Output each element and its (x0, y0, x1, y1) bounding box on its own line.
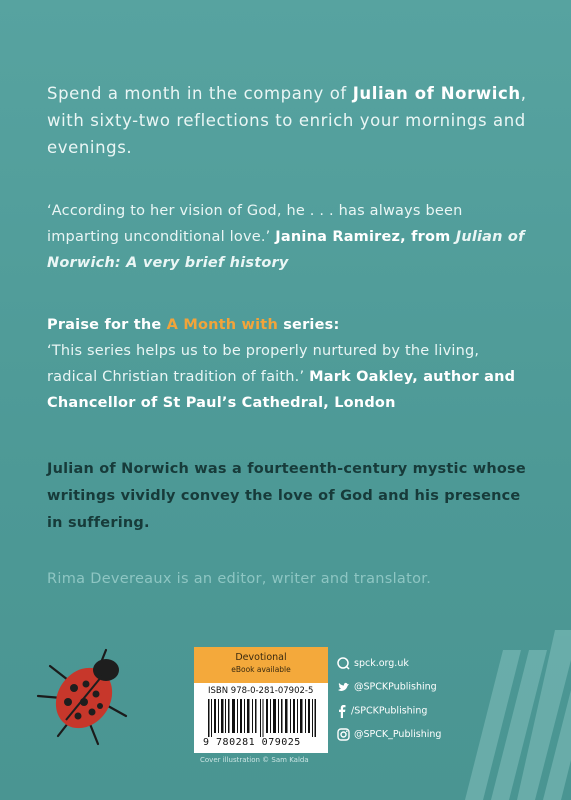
publisher-logo (465, 620, 571, 800)
quote-attribution: Janina Ramirez, from (275, 229, 456, 245)
cover-credit: Cover illustration © Sam Kalda (200, 756, 309, 764)
social-twitter[interactable] (337, 681, 437, 693)
social-instagram-text: @SPCK_Publishing (354, 729, 442, 740)
isbn-text: ISBN 978-0-281-07902-5 (208, 686, 314, 696)
category-band (194, 647, 328, 683)
lead-subject-name: Julian of Norwich (352, 84, 521, 103)
ladybird-illustration (28, 640, 138, 750)
lead-paragraph (47, 80, 527, 161)
ebook-text: eBook available (231, 665, 291, 674)
praise-heading (47, 312, 527, 338)
lead-text-end: , with sixty-two reflections to enrich your mornings and evenings. (47, 84, 527, 157)
series-name: A Month with (166, 317, 278, 333)
barcode-number: 9 780281 079025 (203, 737, 301, 748)
social-facebook-text: /SPCKPublishing (351, 705, 428, 717)
series-praise (47, 312, 527, 416)
barcode (208, 699, 316, 737)
review-quote (47, 198, 527, 276)
social-web[interactable] (337, 657, 409, 670)
quote-text: ‘According to her vision of God, he . . . has always been imparting unconditional love.’ (47, 203, 463, 245)
category-text: Devotional (235, 652, 287, 663)
twitter-icon (337, 681, 350, 693)
social-twitter-text: @SPCKPublishing (354, 681, 437, 693)
facebook-icon (337, 704, 347, 718)
social-facebook[interactable] (337, 704, 427, 718)
praise-heading-post: series: (277, 317, 340, 333)
praise-attribution: Mark Oakley, author and Chancellor of St Paul’s Cathedral, London (47, 369, 516, 411)
quote-book-title: Julian of Norwich: A very brief history (47, 229, 525, 271)
social-instagram[interactable] (337, 728, 441, 741)
praise-quote: ‘This series helps us to be properly nurtured by the living, radical Christian tradition of faith.’ (47, 343, 480, 385)
about-subject: Julian of Norwich was a fourteenth-century mystic whose writings vividly convey the love of God and his presence in suffering. (47, 461, 526, 531)
lead-text: Spend a month in the company of (47, 84, 353, 103)
social-web-text: spck.org.uk (354, 658, 409, 669)
author-bio: Rima Devereaux is an editor, writer and translator. (47, 571, 432, 587)
isbn-label (194, 647, 328, 753)
instagram-icon (337, 728, 350, 741)
web-icon (337, 657, 350, 670)
praise-heading-pre: Praise for the (47, 317, 167, 333)
